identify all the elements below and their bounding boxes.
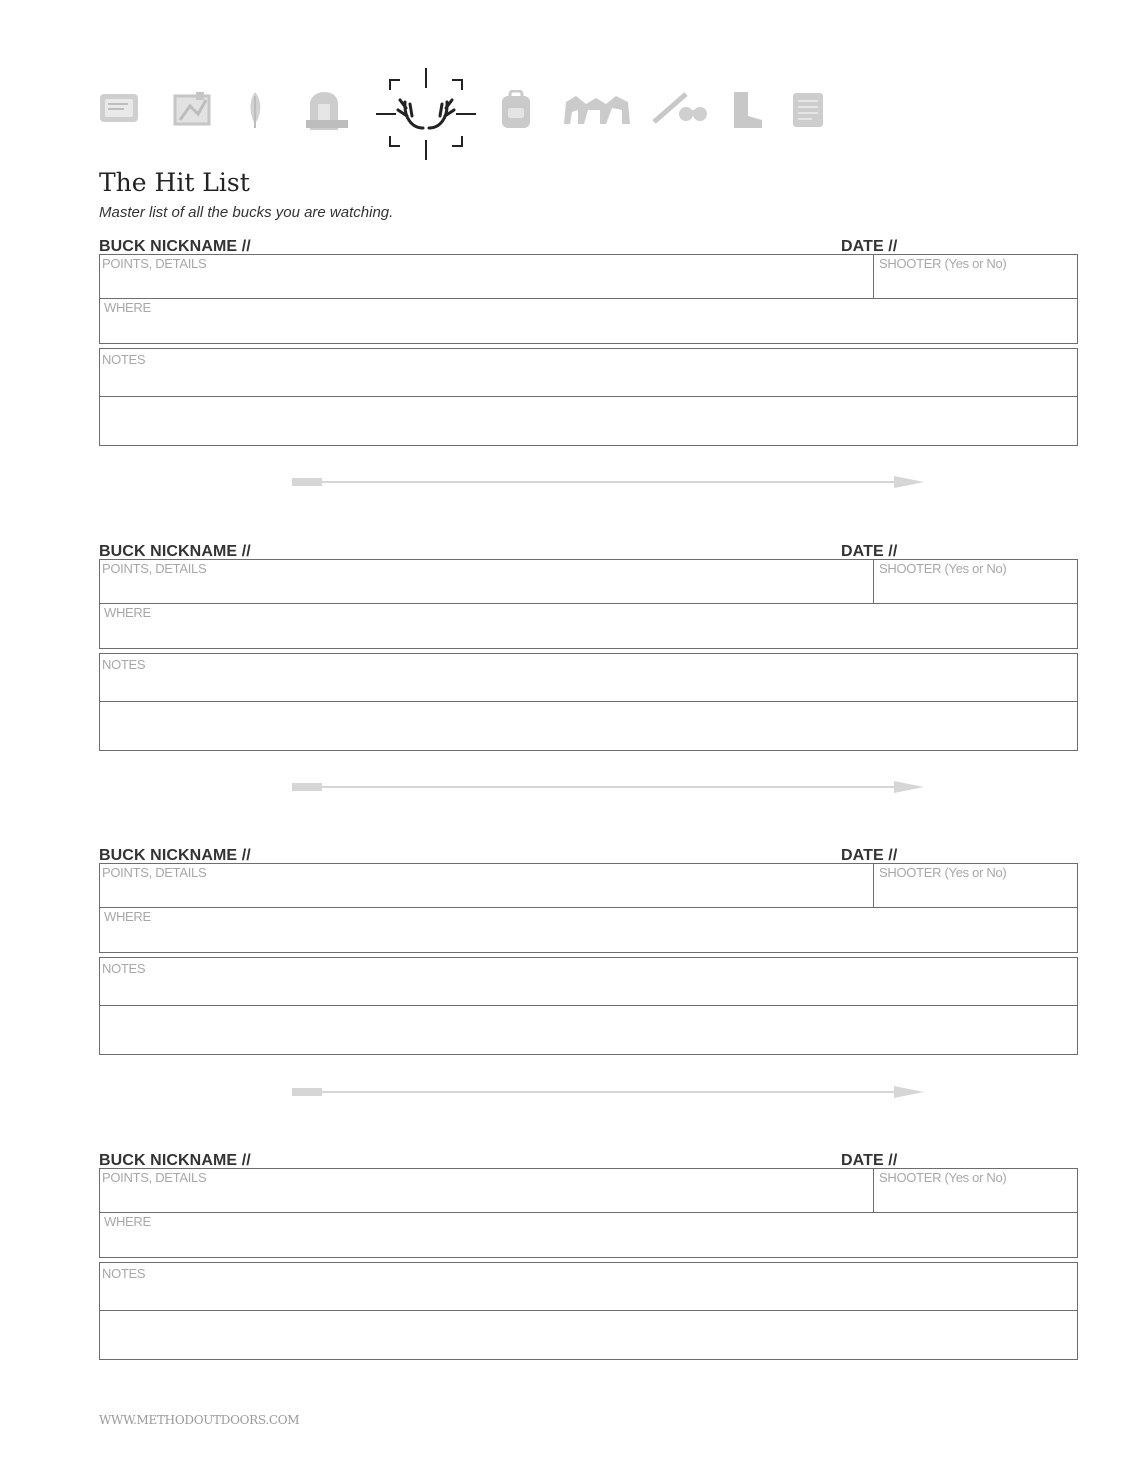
buck-nickname-label: BUCK NICKNAME //: [99, 543, 251, 560]
shooter-divider: [873, 864, 874, 907]
buck-entry: [99, 543, 1078, 757]
page-subtitle: Master list of all the bucks you are watching.: [99, 204, 394, 221]
backpack-icon[interactable]: [498, 90, 534, 130]
notebook-icon[interactable]: [790, 90, 826, 130]
notes-field[interactable]: NOTES: [102, 961, 146, 976]
boot-icon[interactable]: [730, 90, 766, 130]
footer-url[interactable]: WWW.METHODOUTDOORS.COM: [99, 1413, 300, 1427]
where-field[interactable]: WHERE: [104, 605, 151, 620]
where-field[interactable]: WHERE: [104, 909, 151, 924]
details-box: [99, 1168, 1078, 1258]
section-icon-nav: [92, 62, 852, 162]
buck-nickname-label: BUCK NICKNAME //: [99, 847, 251, 864]
points-details-field[interactable]: POINTS, DETAILS: [102, 865, 207, 880]
shooter-field[interactable]: SHOOTER (Yes or No): [879, 865, 1007, 880]
tree-stand-icon[interactable]: [302, 90, 350, 130]
arrow-divider: [290, 1084, 926, 1100]
notes-field[interactable]: NOTES: [102, 352, 146, 367]
points-details-field[interactable]: POINTS, DETAILS: [102, 256, 207, 271]
row-divider: [100, 603, 1077, 604]
shooter-divider: [873, 560, 874, 603]
details-box: [99, 559, 1078, 649]
shooter-divider: [873, 255, 874, 298]
shooter-field[interactable]: SHOOTER (Yes or No): [879, 256, 1007, 271]
buck-nickname-label: BUCK NICKNAME //: [99, 238, 251, 255]
notes-divider: [100, 1310, 1077, 1311]
date-label: DATE //: [841, 543, 898, 560]
buck-entry: [99, 847, 1078, 1061]
notes-divider: [100, 396, 1077, 397]
row-divider: [100, 907, 1077, 908]
antler-crosshair-icon[interactable]: [376, 66, 476, 160]
page-title: The Hit List: [99, 168, 250, 197]
buck-entry: [99, 238, 1078, 452]
date-label: DATE //: [841, 847, 898, 864]
buck-entry: [99, 1152, 1078, 1366]
notes-divider: [100, 1005, 1077, 1006]
notes-box: [99, 653, 1078, 751]
shooter-field[interactable]: SHOOTER (Yes or No): [879, 561, 1007, 576]
points-details-field[interactable]: POINTS, DETAILS: [102, 561, 207, 576]
row-divider: [100, 1212, 1077, 1213]
notes-divider: [100, 701, 1077, 702]
date-label: DATE //: [841, 1152, 898, 1169]
shooter-divider: [873, 1169, 874, 1212]
rifle-binoculars-icon[interactable]: [652, 90, 708, 126]
date-label: DATE //: [841, 238, 898, 255]
notes-box: [99, 348, 1078, 446]
row-divider: [100, 298, 1077, 299]
shooter-field[interactable]: SHOOTER (Yes or No): [879, 1170, 1007, 1185]
deer-herd-icon[interactable]: [562, 90, 632, 126]
notes-field[interactable]: NOTES: [102, 1266, 146, 1281]
where-field[interactable]: WHERE: [104, 1214, 151, 1229]
notes-box: [99, 1262, 1078, 1360]
where-field[interactable]: WHERE: [104, 300, 151, 315]
map-icon[interactable]: [172, 90, 212, 128]
arrow-divider: [290, 779, 926, 795]
details-box: [99, 254, 1078, 344]
journal-icon[interactable]: [98, 90, 140, 126]
arrow-divider: [290, 474, 926, 490]
details-box: [99, 863, 1078, 953]
notes-field[interactable]: NOTES: [102, 657, 146, 672]
points-details-field[interactable]: POINTS, DETAILS: [102, 1170, 207, 1185]
notes-box: [99, 957, 1078, 1055]
buck-nickname-label: BUCK NICKNAME //: [99, 1152, 251, 1169]
feather-icon[interactable]: [244, 90, 266, 130]
